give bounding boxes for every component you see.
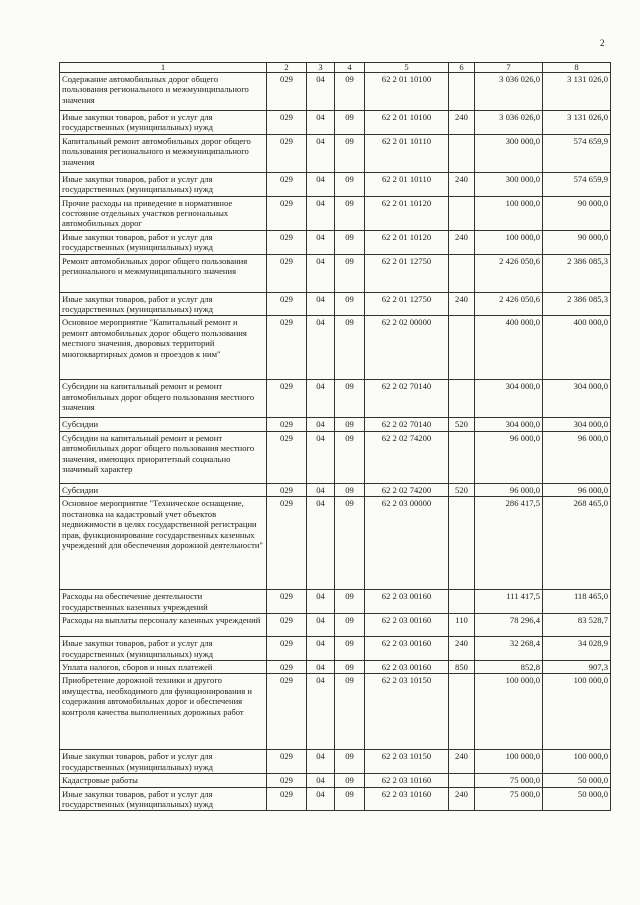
- amount-year2-cell: 907,3: [543, 660, 611, 673]
- target-article-cell: 62 2 02 74200: [365, 483, 449, 496]
- amount-year1-cell: 100 000,0: [475, 674, 543, 750]
- ministry-code-cell: 029: [267, 750, 307, 774]
- ministry-code-cell: 029: [267, 292, 307, 316]
- section-code-cell: 04: [307, 660, 335, 673]
- amount-year2-cell: 90 000,0: [543, 230, 611, 254]
- subsection-code-cell: 09: [335, 674, 365, 750]
- expense-type-cell: [449, 316, 475, 380]
- item-name-cell: Иные закупки товаров, работ и услуг для государственных (муниципальных) нужд: [60, 787, 267, 811]
- expense-type-cell: 110: [449, 614, 475, 637]
- expense-type-cell: 850: [449, 660, 475, 673]
- expense-type-cell: 520: [449, 483, 475, 496]
- amount-year1-cell: 96 000,0: [475, 483, 543, 496]
- expense-type-cell: 240: [449, 111, 475, 135]
- table-row: [60, 380, 611, 418]
- expense-type-cell: 240: [449, 787, 475, 811]
- expense-type-cell: 240: [449, 230, 475, 254]
- subsection-code-cell: 09: [335, 230, 365, 254]
- ministry-code-cell: 029: [267, 483, 307, 496]
- table-row: [60, 750, 611, 774]
- amount-year1-cell: 286 417,5: [475, 497, 543, 590]
- expense-type-cell: [449, 254, 475, 292]
- subsection-code-cell: 09: [335, 483, 365, 496]
- expense-type-cell: [449, 431, 475, 483]
- expense-type-cell: 240: [449, 750, 475, 774]
- target-article-cell: 62 2 01 10110: [365, 172, 449, 196]
- expense-type-cell: [449, 196, 475, 230]
- expense-type-cell: 520: [449, 418, 475, 431]
- amount-year2-cell: 34 028,9: [543, 637, 611, 661]
- column-header: 8: [543, 63, 611, 73]
- column-header: 2: [267, 63, 307, 73]
- ministry-code-cell: 029: [267, 660, 307, 673]
- section-code-cell: 04: [307, 380, 335, 418]
- subsection-code-cell: 09: [335, 637, 365, 661]
- column-header: 4: [335, 63, 365, 73]
- amount-year1-cell: 400 000,0: [475, 316, 543, 380]
- ministry-code-cell: 029: [267, 614, 307, 637]
- item-name-cell: Основное мероприятие "Капитальный ремонт и ремонт автомобильных дорог общего пользования местного значения, дворовых территорий многоквартирных домов и проездов к ним": [60, 316, 267, 380]
- ministry-code-cell: 029: [267, 774, 307, 787]
- amount-year2-cell: 574 659,9: [543, 134, 611, 172]
- target-article-cell: 62 2 03 10150: [365, 750, 449, 774]
- column-header: 7: [475, 63, 543, 73]
- amount-year1-cell: 2 426 050,6: [475, 254, 543, 292]
- item-name-cell: Прочие расходы на приведение в нормативное состояние отдельных участков региональных автомобильных дорог: [60, 196, 267, 230]
- target-article-cell: 62 2 02 70140: [365, 380, 449, 418]
- amount-year1-cell: 111 417,5: [475, 590, 543, 614]
- subsection-code-cell: 09: [335, 134, 365, 172]
- column-header: 1: [60, 63, 267, 73]
- ministry-code-cell: 029: [267, 73, 307, 111]
- expense-type-cell: 240: [449, 292, 475, 316]
- item-name-cell: Уплата налогов, сборов и иных платежей: [60, 660, 267, 673]
- table-row: [60, 418, 611, 431]
- table-row: [60, 196, 611, 230]
- table-body: [60, 73, 611, 811]
- table-row: [60, 483, 611, 496]
- expense-type-cell: [449, 134, 475, 172]
- amount-year1-cell: 300 000,0: [475, 172, 543, 196]
- amount-year2-cell: 50 000,0: [543, 774, 611, 787]
- ministry-code-cell: 029: [267, 196, 307, 230]
- table-row: [60, 614, 611, 637]
- item-name-cell: Субсидии: [60, 418, 267, 431]
- table-row: [60, 316, 611, 380]
- section-code-cell: 04: [307, 172, 335, 196]
- table-row: [60, 774, 611, 787]
- target-article-cell: 62 2 02 00000: [365, 316, 449, 380]
- page-number: 2: [600, 38, 605, 48]
- section-code-cell: 04: [307, 111, 335, 135]
- amount-year2-cell: 96 000,0: [543, 431, 611, 483]
- amount-year1-cell: 100 000,0: [475, 196, 543, 230]
- column-header: 5: [365, 63, 449, 73]
- subsection-code-cell: 09: [335, 111, 365, 135]
- target-article-cell: 62 2 03 00160: [365, 660, 449, 673]
- amount-year1-cell: 75 000,0: [475, 774, 543, 787]
- amount-year1-cell: 78 296,4: [475, 614, 543, 637]
- table-row: [60, 590, 611, 614]
- amount-year2-cell: 304 000,0: [543, 380, 611, 418]
- target-article-cell: 62 2 02 70140: [365, 418, 449, 431]
- section-code-cell: 04: [307, 590, 335, 614]
- amount-year2-cell: 3 131 026,0: [543, 73, 611, 111]
- table-row: [60, 254, 611, 292]
- amount-year2-cell: 2 386 085,3: [543, 254, 611, 292]
- section-code-cell: 04: [307, 73, 335, 111]
- ministry-code-cell: 029: [267, 497, 307, 590]
- item-name-cell: Субсидии: [60, 483, 267, 496]
- amount-year1-cell: 3 036 026,0: [475, 111, 543, 135]
- amount-year2-cell: 400 000,0: [543, 316, 611, 380]
- table-row: [60, 497, 611, 590]
- target-article-cell: 62 2 01 10120: [365, 230, 449, 254]
- amount-year2-cell: 90 000,0: [543, 196, 611, 230]
- amount-year1-cell: 100 000,0: [475, 230, 543, 254]
- amount-year1-cell: 304 000,0: [475, 380, 543, 418]
- subsection-code-cell: 09: [335, 316, 365, 380]
- table-row: [60, 787, 611, 811]
- section-code-cell: 04: [307, 637, 335, 661]
- ministry-code-cell: 029: [267, 674, 307, 750]
- table-row: [60, 674, 611, 750]
- subsection-code-cell: 09: [335, 590, 365, 614]
- amount-year2-cell: 304 000,0: [543, 418, 611, 431]
- subsection-code-cell: 09: [335, 73, 365, 111]
- amount-year1-cell: 304 000,0: [475, 418, 543, 431]
- table-row: [60, 134, 611, 172]
- section-code-cell: 04: [307, 134, 335, 172]
- amount-year1-cell: 100 000,0: [475, 750, 543, 774]
- table-row: [60, 431, 611, 483]
- table-row: [60, 172, 611, 196]
- amount-year1-cell: 852,8: [475, 660, 543, 673]
- expense-type-cell: [449, 590, 475, 614]
- target-article-cell: 62 2 03 10150: [365, 674, 449, 750]
- column-header: 6: [449, 63, 475, 73]
- table-row: [60, 111, 611, 135]
- subsection-code-cell: 09: [335, 418, 365, 431]
- section-code-cell: 04: [307, 431, 335, 483]
- amount-year2-cell: 50 000,0: [543, 787, 611, 811]
- amount-year1-cell: 300 000,0: [475, 134, 543, 172]
- section-code-cell: 04: [307, 316, 335, 380]
- target-article-cell: 62 2 03 10160: [365, 774, 449, 787]
- target-article-cell: 62 2 03 10160: [365, 787, 449, 811]
- ministry-code-cell: 029: [267, 230, 307, 254]
- budget-table: [59, 62, 611, 811]
- section-code-cell: 04: [307, 787, 335, 811]
- item-name-cell: Содержание автомобильных дорог общего пользования регионального и межмуниципального значения: [60, 73, 267, 111]
- target-article-cell: 62 2 02 74200: [365, 431, 449, 483]
- column-header: 3: [307, 63, 335, 73]
- target-article-cell: 62 2 01 12750: [365, 254, 449, 292]
- target-article-cell: 62 2 01 12750: [365, 292, 449, 316]
- target-article-cell: 62 2 01 10100: [365, 111, 449, 135]
- section-code-cell: 04: [307, 774, 335, 787]
- subsection-code-cell: 09: [335, 614, 365, 637]
- subsection-code-cell: 09: [335, 660, 365, 673]
- amount-year1-cell: 96 000,0: [475, 431, 543, 483]
- section-code-cell: 04: [307, 674, 335, 750]
- ministry-code-cell: 029: [267, 172, 307, 196]
- section-code-cell: 04: [307, 230, 335, 254]
- target-article-cell: 62 2 01 10100: [365, 73, 449, 111]
- amount-year2-cell: 118 465,0: [543, 590, 611, 614]
- amount-year2-cell: 2 386 085,3: [543, 292, 611, 316]
- item-name-cell: Субсидии на капитальный ремонт и ремонт автомобильных дорог общего пользования местного значения, имеющих приоритетный социально значимый характер: [60, 431, 267, 483]
- ministry-code-cell: 029: [267, 254, 307, 292]
- target-article-cell: 62 2 01 10120: [365, 196, 449, 230]
- amount-year2-cell: 574 659,9: [543, 172, 611, 196]
- subsection-code-cell: 09: [335, 292, 365, 316]
- expense-type-cell: [449, 674, 475, 750]
- item-name-cell: Иные закупки товаров, работ и услуг для государственных (муниципальных) нужд: [60, 292, 267, 316]
- amount-year1-cell: 32 268,4: [475, 637, 543, 661]
- section-code-cell: 04: [307, 483, 335, 496]
- item-name-cell: Расходы на обеспечение деятельности государственных казенных учреждений: [60, 590, 267, 614]
- target-article-cell: 62 2 03 00160: [365, 590, 449, 614]
- subsection-code-cell: 09: [335, 787, 365, 811]
- item-name-cell: Иные закупки товаров, работ и услуг для государственных (муниципальных) нужд: [60, 111, 267, 135]
- target-article-cell: 62 2 01 10110: [365, 134, 449, 172]
- ministry-code-cell: 029: [267, 787, 307, 811]
- amount-year2-cell: 100 000,0: [543, 750, 611, 774]
- amount-year2-cell: 100 000,0: [543, 674, 611, 750]
- ministry-code-cell: 029: [267, 431, 307, 483]
- subsection-code-cell: 09: [335, 380, 365, 418]
- section-code-cell: 04: [307, 614, 335, 637]
- amount-year2-cell: 96 000,0: [543, 483, 611, 496]
- amount-year1-cell: 75 000,0: [475, 787, 543, 811]
- item-name-cell: Иные закупки товаров, работ и услуг для государственных (муниципальных) нужд: [60, 230, 267, 254]
- item-name-cell: Расходы на выплаты персоналу казенных учреждений: [60, 614, 267, 637]
- ministry-code-cell: 029: [267, 111, 307, 135]
- target-article-cell: 62 2 03 00000: [365, 497, 449, 590]
- ministry-code-cell: 029: [267, 316, 307, 380]
- subsection-code-cell: 09: [335, 750, 365, 774]
- subsection-code-cell: 09: [335, 497, 365, 590]
- section-code-cell: 04: [307, 750, 335, 774]
- table-row: [60, 292, 611, 316]
- expense-type-cell: [449, 774, 475, 787]
- amount-year2-cell: 83 528,7: [543, 614, 611, 637]
- item-name-cell: Кадастровые работы: [60, 774, 267, 787]
- expense-type-cell: 240: [449, 172, 475, 196]
- item-name-cell: Иные закупки товаров, работ и услуг для государственных (муниципальных) нужд: [60, 750, 267, 774]
- section-code-cell: 04: [307, 418, 335, 431]
- ministry-code-cell: 029: [267, 134, 307, 172]
- table-header-row: [60, 63, 611, 73]
- target-article-cell: 62 2 03 00160: [365, 637, 449, 661]
- amount-year2-cell: 3 131 026,0: [543, 111, 611, 135]
- section-code-cell: 04: [307, 292, 335, 316]
- subsection-code-cell: 09: [335, 254, 365, 292]
- ministry-code-cell: 029: [267, 637, 307, 661]
- amount-year2-cell: 268 465,0: [543, 497, 611, 590]
- table-row: [60, 660, 611, 673]
- ministry-code-cell: 029: [267, 590, 307, 614]
- item-name-cell: Ремонт автомобильных дорог общего пользования регионального и межмуниципального значения: [60, 254, 267, 292]
- item-name-cell: Субсидии на капитальный ремонт и ремонт автомобильных дорог общего пользования местного значения: [60, 380, 267, 418]
- subsection-code-cell: 09: [335, 196, 365, 230]
- section-code-cell: 04: [307, 254, 335, 292]
- expense-type-cell: [449, 497, 475, 590]
- ministry-code-cell: 029: [267, 418, 307, 431]
- expense-type-cell: [449, 380, 475, 418]
- subsection-code-cell: 09: [335, 431, 365, 483]
- table-row: [60, 230, 611, 254]
- item-name-cell: Приобретение дорожной техники и другого имущества, необходимого для функционирования и содержания автомобильных дорог и обеспечения контроля качества выполненных дорожных работ: [60, 674, 267, 750]
- item-name-cell: Иные закупки товаров, работ и услуг для государственных (муниципальных) нужд: [60, 172, 267, 196]
- expense-type-cell: [449, 73, 475, 111]
- expense-type-cell: 240: [449, 637, 475, 661]
- amount-year1-cell: 2 426 050,6: [475, 292, 543, 316]
- item-name-cell: Иные закупки товаров, работ и услуг для государственных (муниципальных) нужд: [60, 637, 267, 661]
- subsection-code-cell: 09: [335, 774, 365, 787]
- item-name-cell: Капитальный ремонт автомобильных дорог общего пользования регионального и межмуниципального значения: [60, 134, 267, 172]
- table-row: [60, 637, 611, 661]
- section-code-cell: 04: [307, 196, 335, 230]
- section-code-cell: 04: [307, 497, 335, 590]
- target-article-cell: 62 2 03 00160: [365, 614, 449, 637]
- table-row: [60, 73, 611, 111]
- item-name-cell: Основное мероприятие "Техническое оснащение, постановка на кадастровый учет объектов недвижимости в целях государственной регистрации прав, функционирование государственных казенных учреждений для обеспечения дорожной деятельности": [60, 497, 267, 590]
- amount-year1-cell: 3 036 026,0: [475, 73, 543, 111]
- ministry-code-cell: 029: [267, 380, 307, 418]
- subsection-code-cell: 09: [335, 172, 365, 196]
